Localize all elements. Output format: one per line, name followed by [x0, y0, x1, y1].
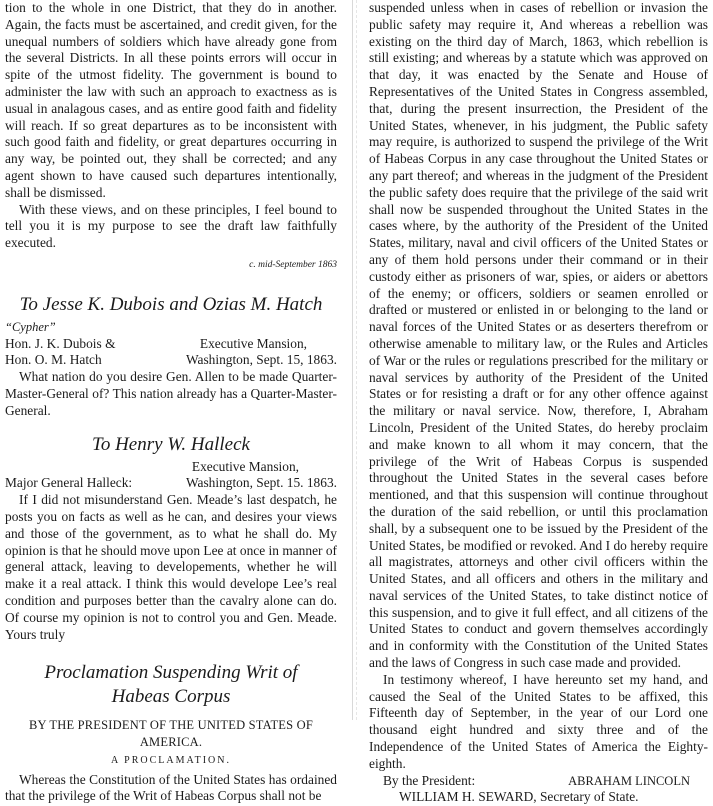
- proclamation-opening: Whereas the Constitution of the United States has ordained that the privilege of the Writ of Habeas Corpus shall not be: [5, 771, 337, 804]
- left-column: [5, 0, 337, 805]
- letter-title-dubois-hatch: To Jesse K. Dubois and Ozias M. Hatch: [19, 293, 323, 315]
- signature-row: [369, 773, 708, 790]
- by-the-president: By the President:: [383, 772, 476, 788]
- address-line-halleck: [5, 475, 337, 492]
- addressee-dubois: Hon. J. K. Dubois &: [5, 335, 116, 351]
- place-executive-mansion: Executive Mansion,: [199, 335, 307, 351]
- proclamation-title-line-1: Proclamation Suspending Writ of: [44, 662, 298, 684]
- place-date-2: Washington, Sept. 15. 1863.: [185, 475, 337, 491]
- column-divider-shadow: [356, 0, 357, 720]
- proclamation-title-line-2: Habeas Corpus: [111, 686, 231, 708]
- proclamation-label: A PROCLAMATION.: [110, 754, 231, 766]
- cypher-label: “Cypher”: [5, 319, 56, 334]
- proclamation-continuation: suspended unless when in cases of rebellion or invasion the public safety may require it, And whereas a rebellion was existing on the third day of March, 1863, which rebellion is still existing; and whereas by a statute which was approved on that day, it was enacted by the Senate and House of Representatives of the United States in Congress assembled, that, during the present insurrection, the President of the United States, whenever, in his judgment, the Public safety may require, is authorized to suspend the privilege of the Writ of Habeas Corpus in any case throughout the United States or any part thereof; and whereas in the judgment of the President the public safety does require that the privilege of the said writ shall now be suspended throughout the United States in the cases where, by the authority of the President of the United States, military, naval and civil officers of the United States or any of them hold persons under their command or in their custody either as prisoners of war, spies, or aiders or abettors of the enemy; or officers, soldiers or seamen enrolled or drafted or mustered or enlisted in or belonging to the land or naval forces of the United States or as deserters therefrom or otherwise amenable to military law, or the Rules and Articles of War or the rules or regulations prescribed for the military or naval services by authority of the President of the United States or for resisting a draft or for any other offence against the military or naval service. Now, therefore, I, Abraham Lincoln, President of the United States, do hereby proclaim and make known to all whom it may concern, that the privilege of the Writ of Habeas Corpus is suspended throughout the United States in the several cases before mentioned, and that this suspension will continue throughout the duration of the said rebellion, or until this proclamation shall, by a subsequent one to be issued by the President of the United States, be modified or revoked. And I do hereby require all magistrates, attorneys and other civil officers within the United States, and all officers and others in the military and naval services of the United States, to take distinct notice of this suspension, and to give it full effect, and all citizens of the United States to conduct and govern themselves accordingly and in conformity with the Constitution of the United States and the laws of Congress in such case made and provided.: [369, 0, 708, 671]
- testimony-paragraph: In testimony whereof, I have hereunto set my hand, and caused the Seal of the United States to be affixed, this Fifteenth day of September, in the year of our Lord one thousand eight hundred and sixty three and of the Independence of the United States of America the Eighty-eighth.: [369, 671, 708, 771]
- letter-body-dubois-hatch: What nation do you desire Gen. Allen to be made Quarter-Master-General of? This nation already has a Quarter-Master-General.: [5, 369, 337, 418]
- date-note: c. mid-September 1863: [249, 259, 337, 270]
- proclamation-title: [5, 661, 337, 709]
- letter-body-halleck: If I did not misunderstand Gen. Meade’s last despatch, he posts you on facts as well as he can, and desires your views and those of the government, as to what he shall do. My opinion is that he should move upon Lee at once in manner of general attack, leaving to developements, whether he will make it a real attack. I think this would develope Lee’s real condition and purposes better than the cavalry alone can do. Of course my opinion is not to control you and Gen. Meade. Yours truly: [5, 492, 337, 642]
- signature-lincoln: ABRAHAM LINCOLN: [568, 773, 690, 788]
- letter-title-halleck: To Henry W. Halleck: [92, 433, 250, 455]
- paragraph-opening: tion to the whole in one District, that they do in another. Again, the facts must be ascertained, and credit given, for the unequal numbers of soldiers which have already gone from the several Districts. In all these points errors will occur in spite of the utmost fidelity. The government is bound to administer the law with such an approach to exactness as is usual in analagous cases, and as entire good faith and fidelity will reach. If so great departures as to be inconsistent with such good faith and fidelity, or great departures occurring in any way, be pointed out, they shall be corrected; and any agent shown to have caused such departures intentionally, shall be dismissed.: [5, 0, 337, 200]
- proclamation-by-line: BY THE PRESIDENT OF THE UNITED STATES OF AMERICA.: [29, 718, 313, 750]
- addressee-hatch: Hon. O. M. Hatch: [5, 352, 102, 368]
- place-date: Washington, Sept. 15, 1863.: [185, 352, 337, 368]
- column-divider: [352, 0, 353, 720]
- addressee-halleck: Major General Halleck:: [5, 475, 133, 491]
- right-column: [369, 0, 708, 806]
- address-line-2: [5, 352, 337, 369]
- signature-seward: WILLIAM H. SEWARD, Secretary of State.: [399, 789, 639, 805]
- paragraph-views: With these views, and on these principles, I feel bound to tell you it is my purpose to see the draft law faithfully executed.: [5, 201, 337, 251]
- place-executive-mansion-2: Executive Mansion,: [191, 458, 299, 474]
- address-line-1: [5, 336, 337, 353]
